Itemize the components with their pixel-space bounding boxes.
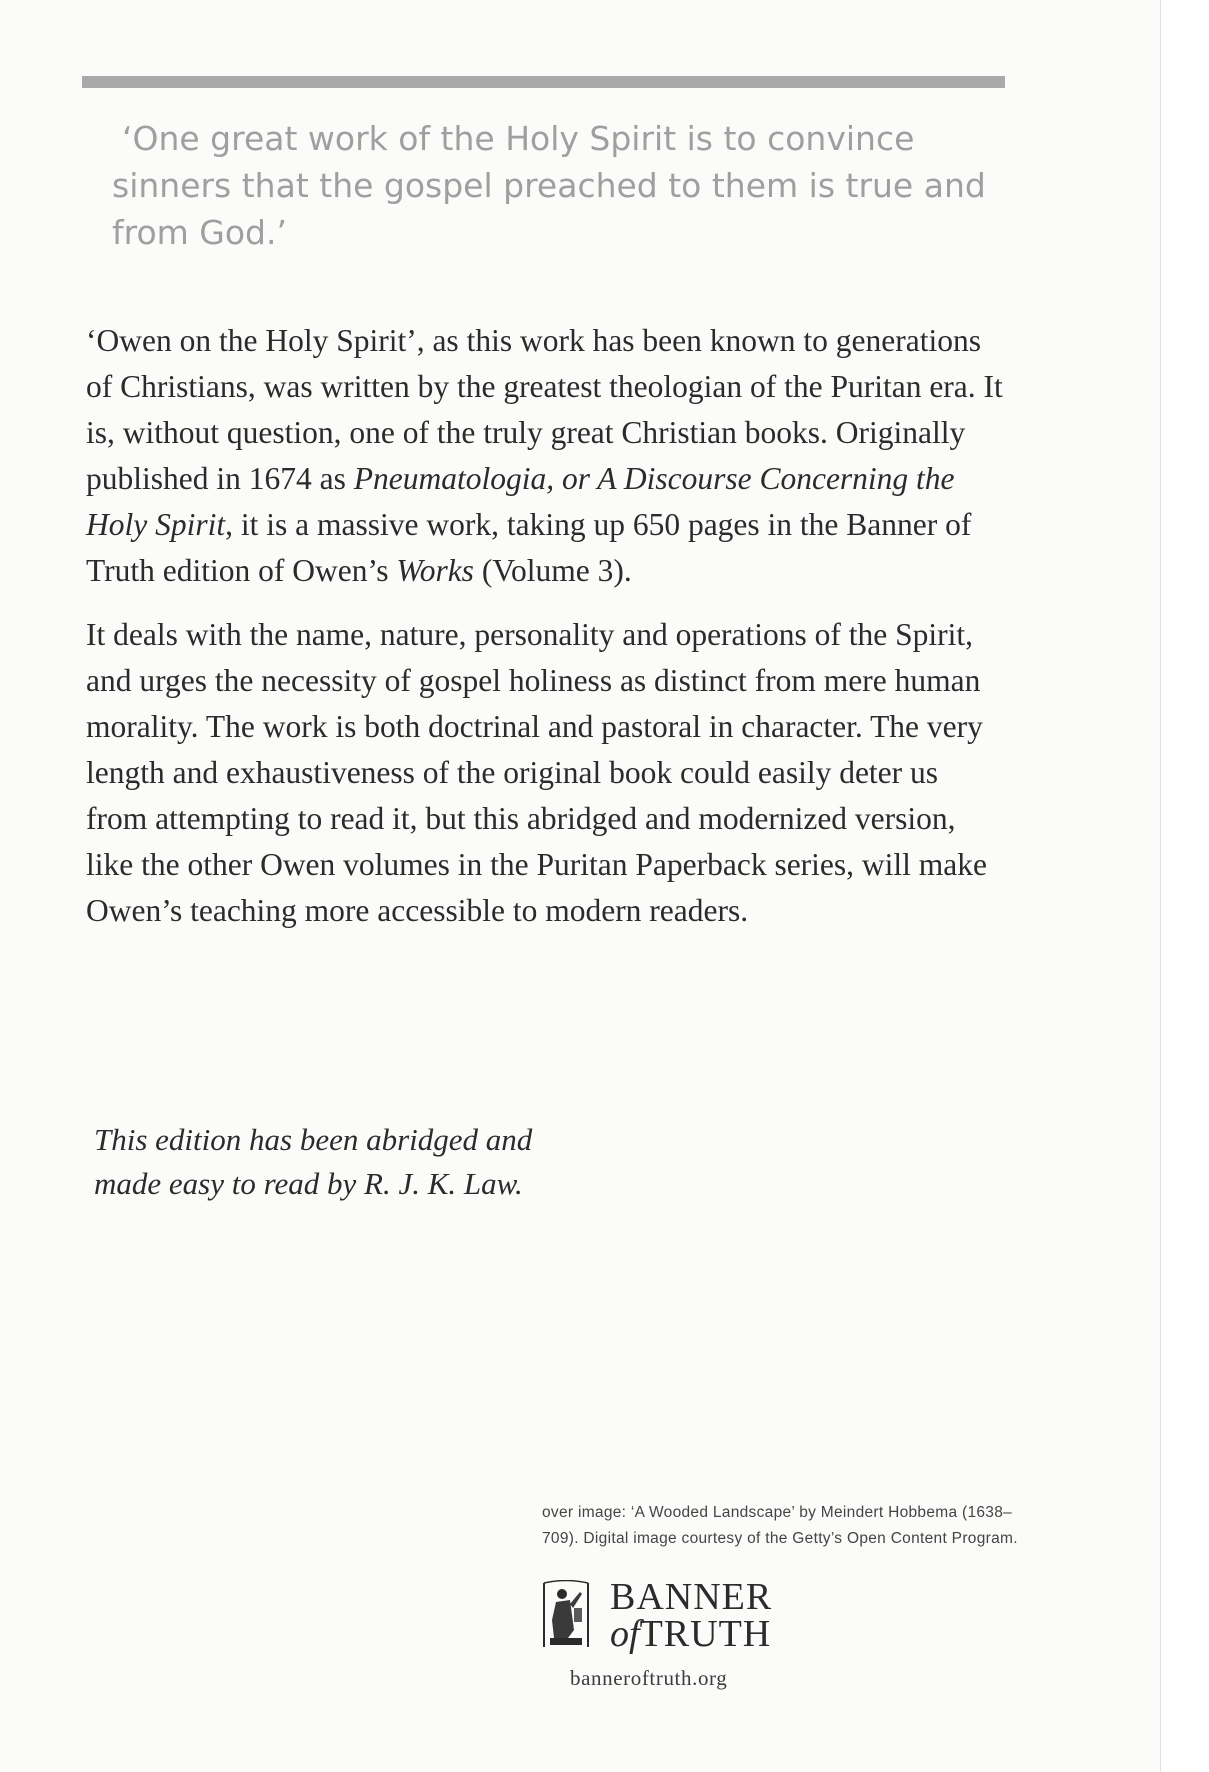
paragraph-1-part-2: , it is a massive work, taking up 650 pages in the Banner of Truth edition of Owen’s: [86, 507, 972, 588]
abridged-note: [94, 1118, 694, 1206]
publisher-logo: [540, 1576, 820, 1655]
cover-credit-line-2: 709). Digital image courtesy of the Getty’s Open Content Program.: [542, 1530, 1018, 1547]
paragraph-1-part-3: (Volume 3).: [473, 553, 632, 588]
works-italic: Works: [396, 553, 474, 588]
abridged-note-line-2: made easy to read by R. J. K. Law.: [94, 1166, 523, 1201]
paragraph-1-part-1: ‘Owen on the Holy Spirit’, as this work has been known to generations of Christians, was written by the greatest theologian of the Puritan era. It is, without question, one of the truly great Christian books. Originally published in 1674 as: [86, 323, 1003, 496]
publisher-website: banneroftruth.org: [570, 1666, 728, 1690]
description-text: [86, 318, 1006, 952]
book-title-italic: Pneumatologia, or A Discourse Concerning the Holy Spirit: [86, 461, 955, 542]
cover-credit-line-1: over image: ‘A Wooded Landscape’ by Meindert Hobbema (1638–: [542, 1504, 1013, 1521]
statue-emblem-icon: [540, 1580, 592, 1650]
publisher-name-banner: BANNER: [610, 1576, 773, 1618]
description-paragraph-2: It deals with the name, nature, personality and operations of the Spirit, and urges the necessity of gospel holiness as distinct from mere human morality. The work is both doctrinal and pastoral in character. The very length and exhaustiveness of the original book could easily deter us from attempting to read it, but this abridged and modernized version, like the other Owen volumes in the Puritan Paperback series, will make Owen’s teaching more accessible to modern readers.: [86, 617, 988, 928]
pull-quote: ‘One great work of the Holy Spirit is to convince sinners that the gospel preached to them is true and from God.’: [112, 119, 986, 252]
cover-image-credit: [542, 1500, 1102, 1552]
top-gray-bar: [82, 76, 1005, 88]
abridged-note-line-1: This edition has been abridged and: [94, 1122, 533, 1157]
page-edge: [1161, 0, 1209, 1772]
publisher-name-of: of: [610, 1613, 640, 1655]
publisher-name-of-truth: [610, 1613, 771, 1655]
description-paragraph-1: [86, 318, 1006, 594]
publisher-name-truth: TRUTH: [639, 1613, 772, 1655]
